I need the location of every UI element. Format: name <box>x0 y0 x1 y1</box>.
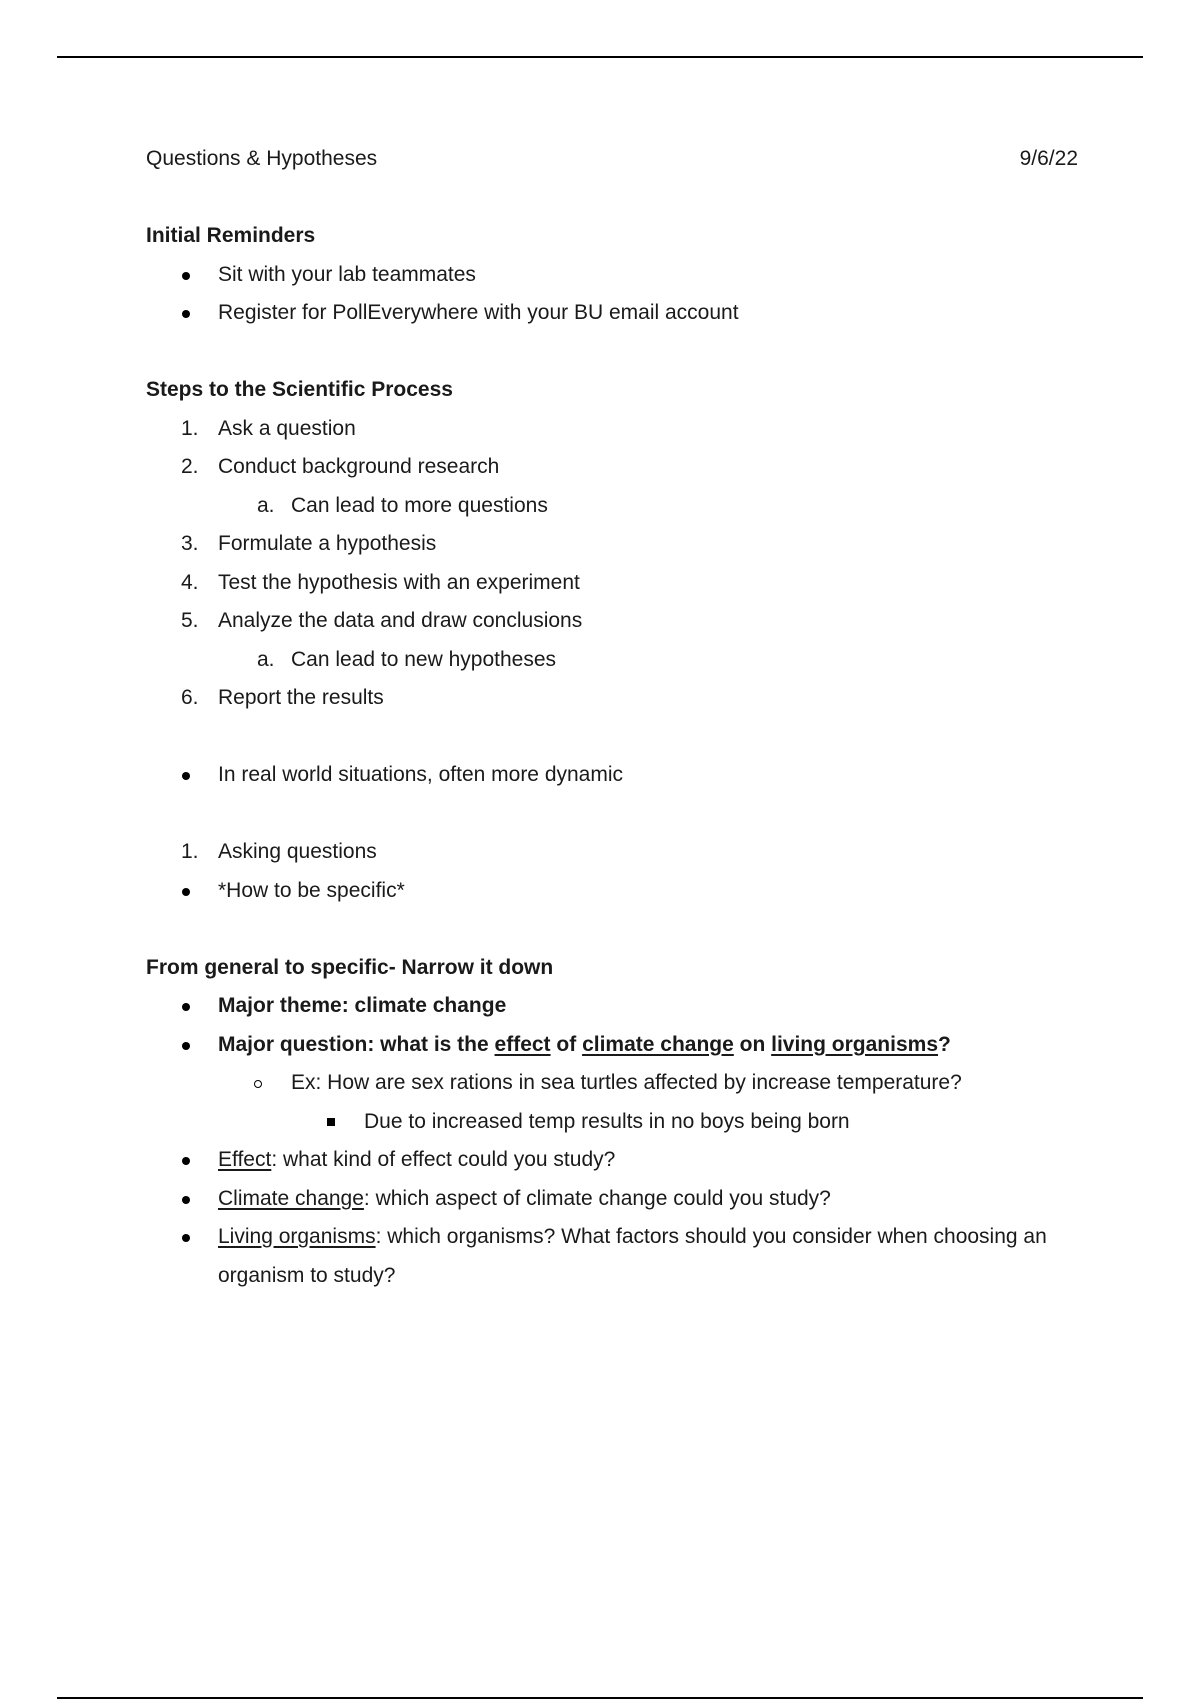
list-item: Register for PollEverywhere with your BU email account <box>146 294 1078 333</box>
list-item: a. Can lead to more questions <box>257 493 548 517</box>
list-item: Major theme: climate change <box>146 987 1078 1026</box>
section-heading-reminders: Initial Reminders <box>146 224 316 247</box>
bullet-icon <box>182 272 190 280</box>
bullet-icon <box>182 1234 190 1242</box>
list-item: 3. Formulate a hypothesis <box>181 532 437 555</box>
document-date: 9/6/22 <box>1019 147 1078 170</box>
list-item: 1. Asking questions <box>181 840 377 863</box>
list-item: Effect: what kind of effect could you study? <box>146 1141 1078 1180</box>
bullet-icon <box>182 888 190 896</box>
document-body <box>146 140 1078 1295</box>
section-heading-process: Steps to the Scientific Process <box>146 378 453 401</box>
list-item: 6. Report the results <box>181 686 384 709</box>
list-item: Due to increased temp results in no boys being born <box>146 1103 1078 1142</box>
list-item: *How to be specific* <box>146 872 1078 911</box>
list-item: a. Can lead to new hypotheses <box>257 647 557 671</box>
document-title: Questions & Hypotheses <box>146 147 378 170</box>
document-header <box>146 140 1078 179</box>
bullet-icon <box>182 772 190 780</box>
square-bullet-icon <box>327 1118 335 1126</box>
major-question: Major question: what is the effect of climate change on living organisms? <box>218 1032 951 1056</box>
bullet-icon <box>182 1157 190 1165</box>
page-top-rule <box>57 56 1143 58</box>
page-bottom-rule <box>57 1697 1143 1699</box>
list-item: 5. Analyze the data and draw conclusions <box>181 609 583 632</box>
hollow-bullet-icon <box>254 1080 262 1088</box>
list-item <box>146 1026 1078 1065</box>
list-item: Living organisms: which organisms? What factors should you consider when choosing an organism to study? <box>146 1218 1078 1295</box>
list-item: Sit with your lab teammates <box>146 256 1078 295</box>
list-item: 4. Test the hypothesis with an experiment <box>181 570 580 594</box>
bullet-icon <box>182 1003 190 1011</box>
bullet-icon <box>182 1042 190 1050</box>
section-heading-narrow: From general to specific- Narrow it down <box>146 955 554 979</box>
bullet-icon <box>182 1196 190 1204</box>
list-item: 1. Ask a question <box>181 416 356 440</box>
list-item: 2. Conduct background research <box>181 455 500 478</box>
list-item: Climate change: which aspect of climate change could you study? <box>146 1180 1078 1219</box>
list-item: In real world situations, often more dynamic <box>146 756 1078 795</box>
bullet-icon <box>182 310 190 318</box>
list-item: Ex: How are sex rations in sea turtles affected by increase temperature? <box>146 1064 1078 1103</box>
